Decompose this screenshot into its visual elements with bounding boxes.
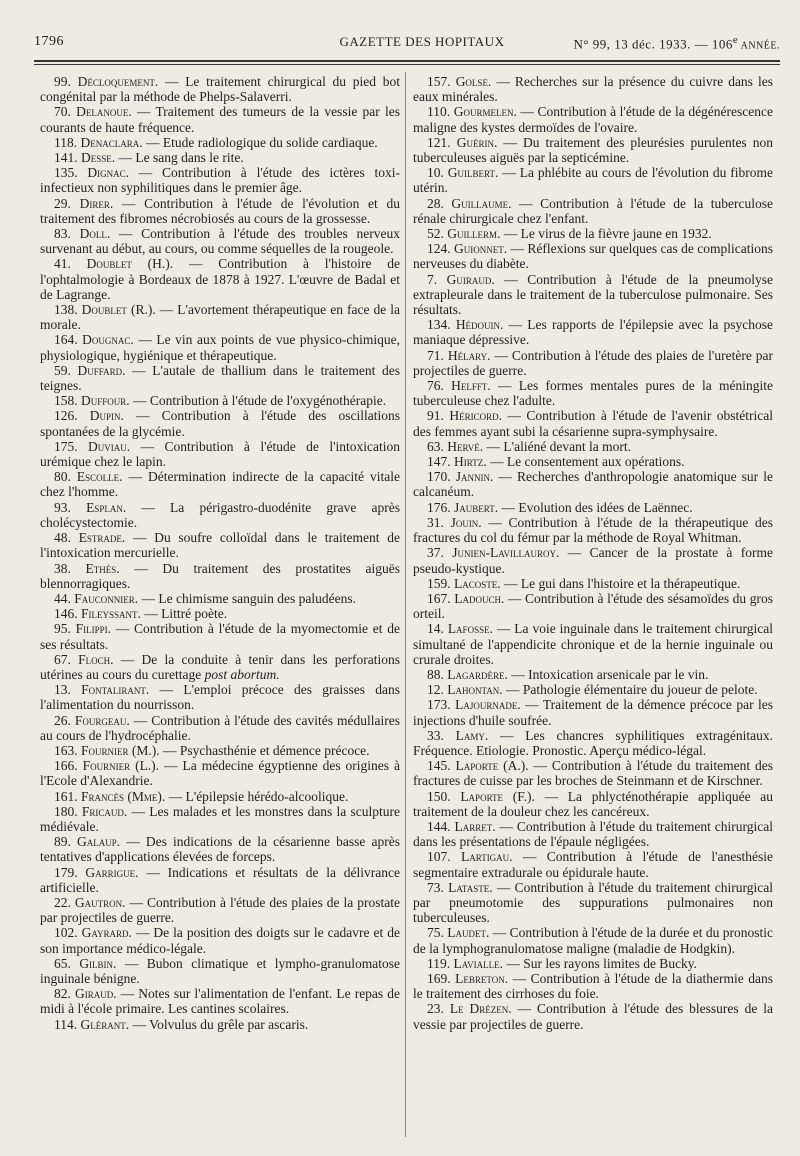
entry-number: 176. <box>427 499 451 515</box>
thesis-entry <box>413 317 773 347</box>
entry-title: — L'aliéné devant la mort. <box>483 438 632 454</box>
entry-author: Lajournade. <box>455 697 521 713</box>
entry-title: — Contribution à l'étude de l'anesthésie segmentaire extradurale ou épidurale haute. <box>413 849 773 880</box>
left-column <box>40 74 400 1032</box>
entry-author: Garrigue. <box>85 864 139 880</box>
thesis-entry <box>413 408 773 438</box>
entry-title: — Contribution à l'étude de l'intoxication urémique chez le lapin. <box>40 438 401 470</box>
entry-title: — Contribution à l'étude de la pneumolyse extrapleurale dans le traitement de la tuberculose pulmonaire. Ses résultats. <box>413 271 773 318</box>
thesis-entry <box>40 591 400 606</box>
entry-number: 144. <box>427 818 451 834</box>
entry-author: Dougnac. <box>82 332 134 348</box>
thesis-entry <box>413 469 773 499</box>
entry-number: 71. <box>427 347 444 363</box>
entry-number: 63. <box>427 438 444 454</box>
entry-title: — Contribution à l'étude du traitement chirurgical par pneumotomie des suppurations pulmonaires non tuberculeuses. <box>413 879 773 926</box>
entry-number: 80. <box>54 469 71 485</box>
issue-annee: ANNÉE. <box>738 40 780 52</box>
entry-author: Lebreton. <box>455 970 509 986</box>
entry-title: — Du traitement des prostatites aiguës blennorragiques. <box>40 560 401 591</box>
thesis-entry <box>40 150 400 165</box>
entry-title: — Contribution à l'étude de l'avenir obstétrical des femmes ayant subi la césarienne supra-symphysaire. <box>413 408 774 439</box>
entry-title: — La périgastro-duodénite grave après cholécystectomie. <box>40 499 401 530</box>
entry-title: — Le sang dans le rite. <box>115 150 244 166</box>
entry-title: — Réflexions sur quelques cas de complications nerveuses du diabète. <box>413 241 773 272</box>
entry-author: Desse. <box>81 150 116 166</box>
entry-title: — Recherches d'anthropologie anatomique sur le calcanéum. <box>413 469 773 500</box>
entry-title: — De la conduite à tenir dans les perforations utérines au cours du curettage <box>40 651 401 682</box>
entry-title: — Contribution à l'étude des ictères toxi-infectieux non syphilitiques dans le premier âge. <box>40 165 400 196</box>
thesis-entry <box>40 925 400 955</box>
thesis-entry <box>40 789 400 804</box>
entry-title: — Contribution à l'étude des blessures de la vessie par projectiles de guerre. <box>413 1001 773 1032</box>
thesis-entry <box>40 652 400 682</box>
entry-number: 89. <box>54 834 71 850</box>
entry-title: — Les malades et les monstres dans la sculpture médiévale. <box>40 803 400 834</box>
entry-number: 93. <box>54 499 71 515</box>
entry-author: Guiraud. <box>446 271 495 287</box>
entry-author: Guillerm. <box>447 226 501 242</box>
thesis-entry <box>413 1001 773 1031</box>
entry-author: Francès (Mme). <box>81 788 166 804</box>
entry-title: — Du traitement des pleurésies purulentes non tuberculeuses aiguës par la septicémine. <box>413 134 774 166</box>
thesis-entry <box>40 834 400 864</box>
entry-number: 37. <box>427 545 444 561</box>
issue-text: N° 99, 13 déc. 1933. — 106 <box>573 36 733 52</box>
thesis-entry <box>413 819 773 849</box>
entry-title: — Recherches sur la présence du cuivre dans les eaux minérales. <box>413 74 773 105</box>
entry-author: Décloquement. <box>77 74 159 89</box>
entry-title: — Psychasthénie et démence précoce. <box>159 742 370 758</box>
entry-number: 134. <box>427 317 451 333</box>
entry-author: Gilbin. <box>79 955 117 971</box>
entry-title: — Le traitement chirurgical du pied bot congénital par la méthode de Phelps-Salaverri. <box>40 74 401 105</box>
entry-title: — Du soufre colloïdal dans le traitement de l'intoxication mercurielle. <box>40 530 400 561</box>
entry-author: Denaclara. <box>80 134 143 150</box>
entry-title: — Contribution à l'étude des oscillations spontanées de la glycémie. <box>40 408 401 439</box>
entry-author: Lafosse. <box>447 621 493 637</box>
entry-title: — Les rapports de l'épilepsie avec la psychose maniaque dépressive. <box>413 317 773 348</box>
entry-title: — Contribution à l'étude des cavités médullaires au cours de l'hydrocéphalie. <box>40 712 400 743</box>
entry-author: Guillaume. <box>451 195 512 211</box>
entry-author: Galaup. <box>77 834 121 850</box>
thesis-entry <box>413 272 773 318</box>
thesis-entry <box>40 956 400 986</box>
entry-number: 67. <box>54 651 71 667</box>
entry-number: 164. <box>54 332 78 348</box>
entry-author: Fontaliranт. <box>81 682 150 698</box>
entry-author: Gayrard. <box>81 925 132 941</box>
entry-author: Ladouch. <box>454 590 505 606</box>
thesis-entry <box>413 500 773 515</box>
entry-number: 95. <box>54 621 71 637</box>
entry-title: — De la position des doigts sur le cadavre et de son importance médico-légale. <box>40 925 401 956</box>
entry-author: Delanoue. <box>76 104 132 120</box>
entry-number: 180. <box>54 803 78 819</box>
thesis-entry <box>40 743 400 758</box>
entry-title: — Intoxication arsenicale par le vin. <box>507 666 709 682</box>
entry-number: 150. <box>427 788 451 804</box>
entry-title: — Les chancres syphilitiques extragénitaux. Fréquence. Etiologie. Pronostic. Aperçu médico-légal. <box>413 727 774 758</box>
header-rule-thin <box>34 64 780 65</box>
thesis-entry <box>40 804 400 834</box>
entry-number: 22. <box>54 894 71 910</box>
thesis-entry <box>40 196 400 226</box>
thesis-entry <box>413 697 773 727</box>
entry-author: Helfft. <box>451 378 491 394</box>
entry-title-italic: post abortum. <box>204 666 280 682</box>
thesis-entry <box>40 606 400 621</box>
entry-title: — Contribution à l'étude de l'oxygénothérapie. <box>129 393 387 409</box>
entry-author: Guionnet. <box>454 241 508 257</box>
entry-author: Golse. <box>455 74 492 89</box>
entry-author: Estrade. <box>78 530 126 546</box>
entry-title: — Sur les rayons limites de Bucky. <box>502 955 698 971</box>
entry-author: Fourgeau. <box>74 712 130 728</box>
entry-number: 88. <box>427 666 444 682</box>
entry-author: Glérant. <box>80 1016 130 1032</box>
entry-author: Lahontan. <box>447 682 503 698</box>
entry-author: Doublet (H.). <box>86 256 174 272</box>
entry-title: — Le consentement aux opérations. <box>486 454 685 470</box>
thesis-entry <box>40 1017 400 1032</box>
entry-number: 33. <box>427 727 444 743</box>
entry-author: Giraud. <box>74 986 117 1002</box>
entry-number: 170. <box>427 469 451 485</box>
entry-title: — Traitement des tumeurs de la vessie par les courants de haute fréquence. <box>40 104 401 135</box>
entry-number: 147. <box>427 454 451 470</box>
entry-author: Duviau. <box>88 438 131 454</box>
entry-author: Fauconnier. <box>74 590 139 606</box>
entry-number: 119. <box>427 955 451 971</box>
entry-number: 31. <box>427 514 444 530</box>
entry-number: 12. <box>427 682 444 698</box>
page-header <box>34 34 780 58</box>
entry-number: 82. <box>54 986 71 1002</box>
entry-title: — La médecine égyptienne des origines à l'Ecole d'Alexandrie. <box>40 758 400 789</box>
thesis-entry <box>40 986 400 1016</box>
entry-title: — Contribution à l'étude de la diathermie dans le traitement des cirrhoses du foie. <box>413 970 774 1002</box>
entry-number: 99. <box>54 74 71 89</box>
thesis-entry <box>413 348 773 378</box>
entry-number: 41. <box>54 256 71 272</box>
issue-info <box>573 34 780 52</box>
entry-title: — L'emploi précoce des graisses dans l'alimentation du nourrisson. <box>40 682 400 713</box>
entry-author: Lacoste. <box>454 575 501 591</box>
entry-title: — Contribution à l'histoire de l'ophtalmologie à Bordeaux de 1878 à 1927. L'œuvre de Badal et de Lagrange. <box>40 256 400 302</box>
thesis-entry <box>413 165 773 195</box>
entry-author: Lavialle. <box>453 955 503 971</box>
entry-title: — Le virus de la fièvre jaune en 1932. <box>500 226 712 242</box>
thesis-entry <box>413 545 773 575</box>
entry-number: 157. <box>427 74 451 89</box>
entry-title: — Le chimisme sanguin des paludéens. <box>138 590 356 606</box>
thesis-entry <box>413 621 773 667</box>
entry-number: 110. <box>427 104 451 120</box>
thesis-entry <box>40 682 400 712</box>
entry-author: Gautron. <box>74 894 126 910</box>
thesis-entry <box>413 226 773 241</box>
entry-author: Hirtz. <box>454 454 487 470</box>
entry-number: 114. <box>54 1016 78 1032</box>
entry-author: Filippi. <box>75 621 112 637</box>
entry-title: — Littré poète. <box>140 606 228 622</box>
entry-author: Hélary. <box>447 347 491 363</box>
entry-number: 70. <box>54 104 71 120</box>
thesis-entry <box>40 621 400 651</box>
thesis-entry <box>413 104 773 134</box>
entry-author: Dignac. <box>87 165 130 181</box>
entry-author: Doll. <box>79 226 111 242</box>
entry-number: 48. <box>54 530 71 546</box>
entry-title: — La voie inguinale dans le traitement chirurgical simultané de l'appendicite chronique et de la hernie inguinale ou crurale droites. <box>413 621 774 667</box>
entry-number: 138. <box>54 302 78 318</box>
entry-author: Ethès. <box>85 560 120 576</box>
entry-title: — Volvulus du grêle par ascaris. <box>129 1016 309 1032</box>
entry-author: Hervé. <box>447 438 484 454</box>
entry-author: Fricaud. <box>81 803 128 819</box>
entry-author: Guilbert. <box>447 165 499 181</box>
entry-number: 52. <box>427 226 444 242</box>
entry-number: 146. <box>54 606 78 622</box>
entry-number: 118. <box>54 134 78 150</box>
entry-number: 163. <box>54 742 78 758</box>
entry-number: 44. <box>54 590 71 606</box>
entry-number: 23. <box>427 1001 444 1017</box>
entry-author: Escolle. <box>76 469 123 485</box>
entry-author: Gourmelen. <box>453 104 517 120</box>
thesis-entry <box>40 363 400 393</box>
entry-author: Duffour. <box>81 393 130 409</box>
entry-title: — L'épilepsie hérédo-alcoolique. <box>165 788 349 804</box>
entry-number: 38. <box>54 560 71 576</box>
entry-author: Jouin. <box>450 514 482 530</box>
thesis-entry <box>40 713 400 743</box>
entry-title: — Contribution à l'étude de l'évolution et du traitement des fibromes nécrobiosés au cours de la grossesse. <box>40 195 401 226</box>
entry-title: — L'avortement thérapeutique en face de la morale. <box>40 302 400 333</box>
entry-author: Esplan. <box>86 499 127 515</box>
entry-title: — Contribution à l'étude de la myomectomie et de ses résultats. <box>40 621 400 652</box>
entry-title: — Contribution à l'étude de la durée et du pronostic de la lymphogranulomatose maligne (maladie de Hodgkin). <box>413 925 773 956</box>
entry-author: Lartigau. <box>460 849 513 865</box>
entry-author: Fournier (L.). <box>82 758 160 774</box>
header-rule-thick <box>34 60 780 62</box>
thesis-entry <box>413 241 773 271</box>
right-column <box>413 74 773 1032</box>
thesis-entry <box>40 302 400 332</box>
entry-number: 75. <box>427 925 444 941</box>
thesis-entry <box>40 439 400 469</box>
entry-title: — Contribution à l'étude des plaies de la prostate par projectiles de guerre. <box>40 894 401 926</box>
entry-title: — Le vin aux points de vue physico-chimique, physiologique, hygiénique et thérapeutique. <box>40 332 400 363</box>
thesis-entry <box>413 454 773 469</box>
entry-title: — Le gui dans l'histoire et la thérapeutique. <box>500 575 741 591</box>
entry-title: — Détermination indirecte de la capacité vitale chez l'homme. <box>40 469 400 500</box>
entry-author: Larret. <box>454 818 496 834</box>
thesis-entry <box>40 135 400 150</box>
entry-author: Le Drézen. <box>449 1001 512 1017</box>
entry-number: 107. <box>427 849 451 865</box>
entry-number: 28. <box>427 195 444 211</box>
entry-author: Junien-Lavillauroy. <box>452 545 560 561</box>
entry-author: Jannin. <box>455 469 494 485</box>
entry-title: — La phlébite au cours de l'évolution du fibrome utérin. <box>413 165 773 196</box>
thesis-entry <box>40 530 400 560</box>
thesis-entry <box>413 74 773 104</box>
thesis-entry <box>413 591 773 621</box>
entry-title: — Bubon climatique et lympho-granulomatose inguinale bénigne. <box>40 955 401 986</box>
entry-number: 59. <box>54 362 71 378</box>
entry-title: — Contribution à l'étude de la dégénérescence maligne des kystes dermoïdes de l'ovaire. <box>413 104 773 135</box>
thesis-entry <box>40 408 400 438</box>
entry-author: Lamy. <box>455 727 489 743</box>
entry-number: 10. <box>427 165 444 181</box>
thesis-entry <box>40 74 400 104</box>
entry-author: Laporte (A.). <box>455 758 529 774</box>
entry-number: 166. <box>54 758 78 774</box>
thesis-entry <box>413 925 773 955</box>
entry-author: Doublet (R.). <box>81 302 156 318</box>
entry-author: Duffard. <box>77 362 126 378</box>
page-number: 1796 <box>34 34 64 49</box>
entry-number: 159. <box>427 575 451 591</box>
entry-number: 141. <box>54 150 78 166</box>
entry-number: 83. <box>54 226 71 242</box>
thesis-entry <box>40 865 400 895</box>
thesis-entry <box>40 469 400 499</box>
entry-title: — Contribution à l'étude du traitement des fractures de cuisse par les broches de Steinmann et de Kirschner. <box>413 758 774 789</box>
entry-author: Fileyssant. <box>81 606 141 622</box>
entry-title: — Les formes mentales pures de la méningite tuberculeuse chez l'adulte. <box>413 378 773 409</box>
entry-number: 135. <box>54 165 78 181</box>
thesis-entry <box>413 378 773 408</box>
entry-number: 126. <box>54 408 78 424</box>
entry-title: — Des indications de la césarienne basse après tentatives d'applications élevées de forceps. <box>40 834 401 865</box>
thesis-entry <box>413 956 773 971</box>
entry-number: 179. <box>54 864 78 880</box>
thesis-entry <box>413 439 773 454</box>
entry-title: — Cancer de la prostate à forme pseudo-kystique. <box>413 545 773 576</box>
entry-title: — Contribution à l'étude des sésamoïdes du gros orteil. <box>413 590 774 622</box>
entry-number: 65. <box>54 955 71 971</box>
entry-number: 102. <box>54 925 78 941</box>
thesis-entry <box>413 971 773 1001</box>
journal-title: GAZETTE DES HOPITAUX <box>339 34 505 49</box>
entry-number: 169. <box>427 970 451 986</box>
thesis-entry <box>413 789 773 819</box>
entry-author: Laporte (F.). <box>460 788 535 804</box>
entry-author: Lataste. <box>448 879 493 895</box>
thesis-entry <box>413 576 773 591</box>
entry-number: 121. <box>427 134 451 150</box>
entry-number: 14. <box>427 621 444 637</box>
entry-number: 145. <box>427 758 451 774</box>
entry-number: 161. <box>54 788 78 804</box>
thesis-entry <box>40 393 400 408</box>
entry-author: Fournier (M.). <box>81 742 160 758</box>
entry-author: Direr. <box>79 195 114 211</box>
thesis-entry <box>40 332 400 362</box>
thesis-entry <box>413 880 773 926</box>
entry-author: Hédouin. <box>455 317 504 333</box>
entry-title: — L'autale de thallium dans le traitement des teignes. <box>40 362 401 394</box>
thesis-entry <box>413 515 773 545</box>
column-divider <box>405 72 406 1137</box>
thesis-entry <box>40 256 400 302</box>
entry-title: — Contribution à l'étude de la thérapeutique des fractures du col du fémur par la méthode de Royal Whitman. <box>413 514 774 546</box>
thesis-entry <box>40 561 400 591</box>
entry-number: 158. <box>54 393 78 409</box>
entry-number: 167. <box>427 590 451 606</box>
entry-number: 76. <box>427 378 444 394</box>
entry-number: 124. <box>427 241 451 257</box>
entry-number: 29. <box>54 195 71 211</box>
thesis-entry <box>413 682 773 697</box>
entry-title: — Contribution à l'étude du traitement chirurgical dans les présentations de l'épaule négligées. <box>413 818 773 850</box>
entry-number: 13. <box>54 682 71 698</box>
entry-author: Laudet. <box>447 925 490 941</box>
entry-number: 175. <box>54 438 78 454</box>
thesis-entry <box>413 135 773 165</box>
entry-title: — Traitement de la démence précoce par les injections d'huile soufrée. <box>413 697 774 728</box>
entry-title: — Indications et résultats de la délivrance artificielle. <box>40 864 401 895</box>
thesis-entry <box>40 895 400 925</box>
entry-author: Jaubert. <box>454 499 499 515</box>
thesis-entry <box>40 104 400 134</box>
entry-number: 26. <box>54 712 71 728</box>
entry-title: — Contribution à l'étude des troubles nerveux survenant au début, au cours, ou comme séquelles de la rougeole. <box>40 226 400 257</box>
entry-number: 91. <box>427 408 444 424</box>
entry-author: Floch. <box>78 651 114 667</box>
entry-author: Guérin. <box>456 134 498 150</box>
entry-title: — La phlycténothérapie appliquée au traitement de la douleur chez les cancéreux. <box>413 788 773 819</box>
entry-author: Héricord. <box>449 408 502 424</box>
thesis-entry <box>40 758 400 788</box>
entry-author: Dupin. <box>89 408 124 424</box>
issue-sup: e <box>732 34 739 46</box>
entry-author: Lagardère. <box>447 666 508 682</box>
entry-title: — Pathologie élémentaire du joueur de pelote. <box>502 682 758 698</box>
entry-number: 7. <box>427 271 438 287</box>
entry-title: — Evolution des idées de Laënnec. <box>498 499 693 515</box>
thesis-entry <box>40 165 400 195</box>
thesis-entry <box>40 226 400 256</box>
entry-title: — Notes sur l'alimentation de l'enfant. Le repas de midi à l'école primaire. Les cantines scolaires. <box>40 986 401 1017</box>
entry-title: — Contribution à l'étude de la tuberculose rénale chirurgicale chez l'enfant. <box>413 195 773 226</box>
thesis-entry <box>413 196 773 226</box>
thesis-entry <box>40 500 400 530</box>
thesis-entry <box>413 728 773 758</box>
entry-title: — Contribution à l'étude des plaies de l'uretère par projectiles de guerre. <box>413 347 774 378</box>
thesis-entry <box>413 849 773 879</box>
thesis-entry <box>413 758 773 788</box>
entry-number: 173. <box>427 697 451 713</box>
entry-title: — Etude radiologique du solide cardiaque. <box>142 134 378 150</box>
thesis-entry <box>413 667 773 682</box>
entry-number: 73. <box>427 879 444 895</box>
